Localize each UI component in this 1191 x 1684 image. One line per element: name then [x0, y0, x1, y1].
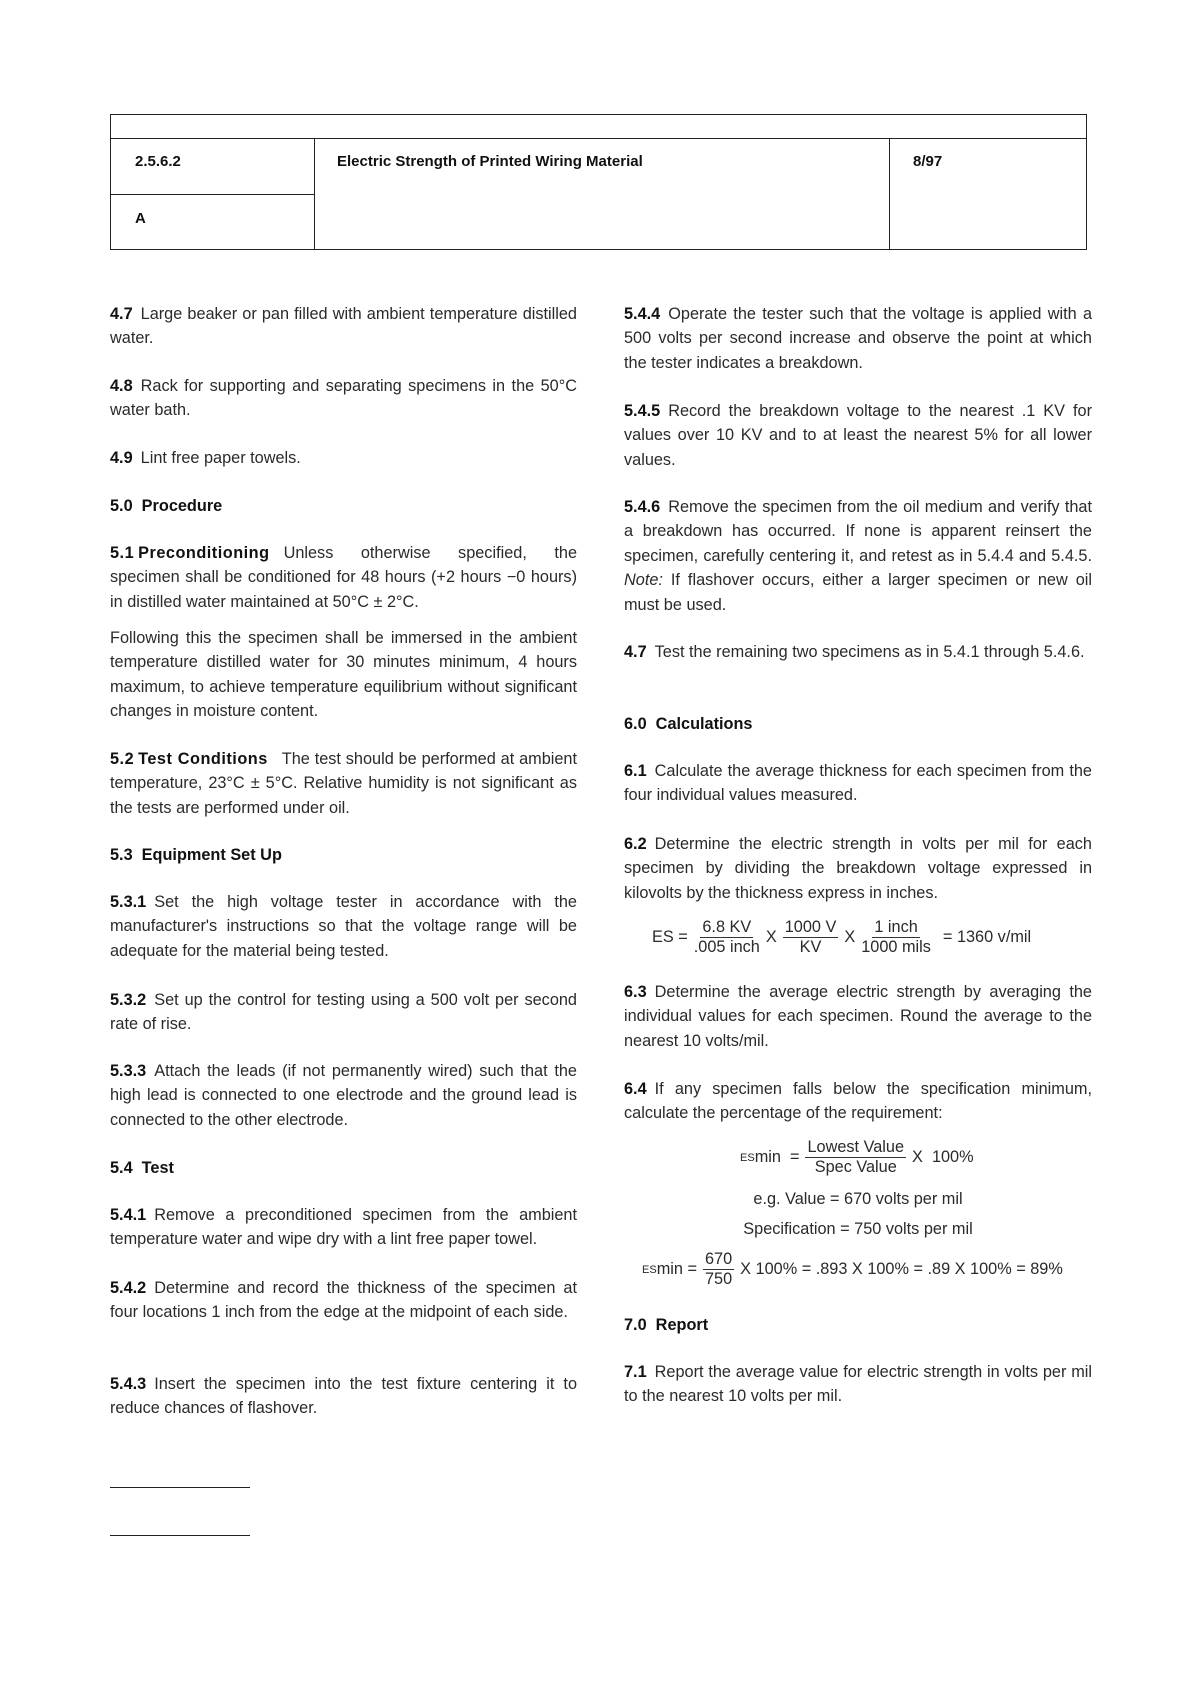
- header-top-row: [111, 115, 1086, 139]
- footnote-rule: [110, 1487, 250, 1488]
- para-4-8: 4.8 Rack for supporting and separating specimens in the 50°C water bath.: [110, 377, 577, 420]
- para-4-9: 4.9 Lint free paper towels.: [110, 449, 301, 467]
- para-6-3: 6.3 Determine the average electric strength by averaging the individual values for each specimen. Round the average to the nearest 10 volts/mil.: [624, 983, 1092, 1050]
- example-value: e.g. Value = 670 volts per mil: [753, 1190, 963, 1208]
- doc-revision: A: [135, 210, 146, 227]
- footnote-rule: [110, 1535, 250, 1536]
- para-6-1: 6.1 Calculate the average thickness for each specimen from the four individual values measured.: [624, 762, 1092, 805]
- para-5-2: 5.2 Test Conditions The test should be performed at ambient temperature, 23°C ± 5°C. Relative humidity is not significant as the tests are performed under oil.: [110, 750, 577, 817]
- para-5-4-4: 5.4.4 Operate the tester such that the voltage is applied with a 500 volts per second increase and observe the point at which the tester indicates a breakdown.: [624, 305, 1092, 372]
- header-table: [110, 114, 1087, 250]
- example-specification: Specification = 750 volts per mil: [743, 1220, 973, 1238]
- para-5-3-1: 5.3.1 Set the high voltage tester in accordance with the manufacturer's instructions so that the voltage range will be adequate for the material being tested.: [110, 893, 577, 960]
- para-4-7-right: 4.7 Test the remaining two specimens as in 5.4.1 through 5.4.6.: [624, 643, 1085, 661]
- para-7-1: 7.1 Report the average value for electric strength in volts per mil to the nearest 10 volts per mil.: [624, 1363, 1092, 1406]
- para-5-3-3: 5.3.3 Attach the leads (if not permanently wired) such that the high lead is connected to one electrode and the ground lead is connected to the other electrode.: [110, 1062, 577, 1129]
- para-5-4-3: 5.4.3 Insert the specimen into the test fixture centering it to reduce chances of flashover.: [110, 1375, 577, 1418]
- heading-calculations: 6.0 Calculations: [624, 715, 753, 733]
- doc-title: Electric Strength of Printed Wiring Material: [337, 153, 643, 170]
- heading-report: 7.0 Report: [624, 1316, 709, 1334]
- formula-es-min: ES min = $\frac{\text{Lowest Value}}{\text{Spec Value}}$ X 100%: [740, 1138, 974, 1176]
- para-5-4-6: 5.4.6 Remove the specimen from the oil medium and verify that a breakdown has occurred. If none is apparent reinsert the specimen, carefully centering it, and retest as in 5.4.4 and 5.4.5. Note: If flashover occurs, either a larger specimen or new oil must be used.: [624, 498, 1092, 614]
- para-6-4: 6.4 If any specimen falls below the specification minimum, calculate the percentage of the requirement:: [624, 1080, 1092, 1123]
- para-5-1: 5.1 Preconditioning Unless otherwise specified, the specimen shall be conditioned for 48 hours (+2 hours −0 hours) in distilled water maintained at 50°C ± 2°C.: [110, 544, 577, 611]
- para-5-4-1: 5.4.1 Remove a preconditioned specimen from the ambient temperature water and wipe dry with a lint free paper towel.: [110, 1206, 577, 1249]
- para-5-4-2: 5.4.2 Determine and record the thickness of the specimen at four locations 1 inch from the edge at the midpoint of each side.: [110, 1279, 577, 1322]
- doc-date: 8/97: [913, 153, 943, 170]
- para-5-4-5: 5.4.5 Record the breakdown voltage to the nearest .1 KV for values over 10 KV and to at least the nearest 5% for all lower values.: [624, 402, 1092, 469]
- doc-number: 2.5.6.2: [135, 153, 181, 170]
- para-5-3-2: 5.3.2 Set up the control for testing using a 500 volt per second rate of rise.: [110, 991, 577, 1034]
- heading-equipment-setup: 5.3 Equipment Set Up: [110, 846, 282, 864]
- heading-procedure: 5.0 Procedure: [110, 497, 223, 515]
- formula-es-min-example: ES min = $\frac{670}{750}$ X 100% = .893 X 100% = .89 X 100% = 89%: [642, 1250, 1063, 1288]
- heading-test: 5.4 Test: [110, 1159, 174, 1177]
- para-6-2: 6.2 Determine the electric strength in volts per mil for each specimen by dividing the breakdown voltage expressed in kilovolts by the thickness express in inches.: [624, 835, 1092, 902]
- para-4-7: 4.7 Large beaker or pan filled with ambient temperature distilled water.: [110, 305, 577, 348]
- formula-electric-strength: ES = $\frac{6.8 KV}{\text{.005 inch}}$ X $\frac{1000 V}{KV}$ X $\frac{\text{1 inch}}{\text{1000 mils}}$ = 1360 v/mil: [652, 918, 1032, 956]
- para-5-1-b: Following this the specimen shall be immersed in the ambient temperature distilled water for 30 minutes minimum, 4 hours maximum, to achieve temperature equilibrium without significant changes in moisture content.: [110, 629, 577, 721]
